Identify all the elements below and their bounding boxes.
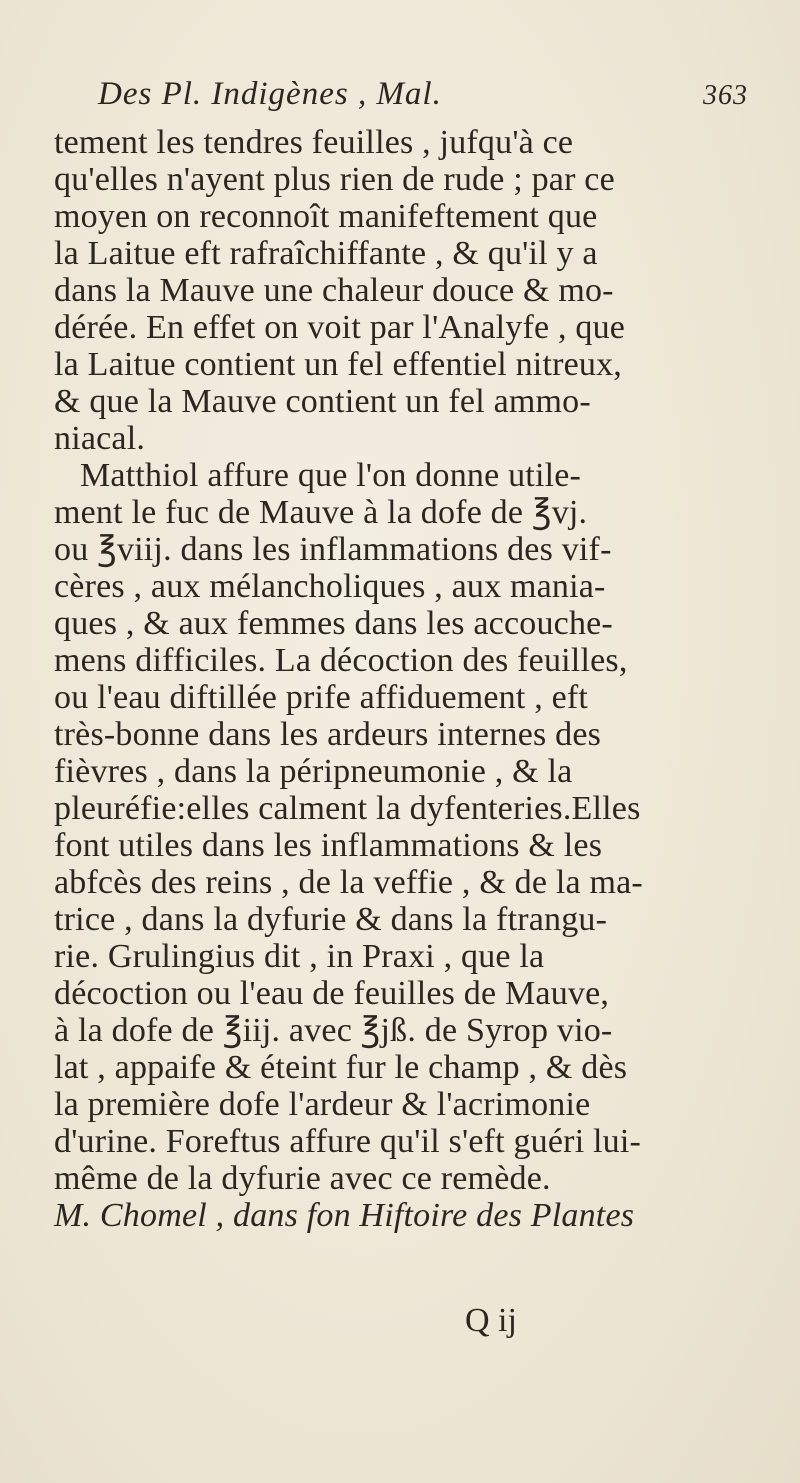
text-line: lat , appaife & éteint fur le champ , & dès bbox=[54, 1049, 628, 1086]
text-line: ment le fuc de Mauve à la dofe de ℥vj. bbox=[54, 494, 588, 531]
body-text bbox=[54, 124, 744, 1234]
text-line: à la dofe de ℥iij. avec ℥jß. de Syrop vio- bbox=[54, 1012, 613, 1049]
text-line: fièvres , dans la péripneumonie , & la bbox=[54, 753, 573, 790]
page-number: 363 bbox=[703, 80, 748, 111]
text-line: M. Chomel , dans fon Hiftoire des Plantes bbox=[54, 1197, 635, 1234]
text-line: mens difficiles. La décoction des feuilles, bbox=[54, 642, 628, 679]
text-line: la première dofe l'ardeur & l'acrimonie bbox=[54, 1086, 591, 1123]
header-title: Des Pl. Indigènes , Mal. bbox=[98, 76, 442, 112]
text-line: très-bonne dans les ardeurs internes des bbox=[54, 716, 602, 753]
text-line: rie. Grulingius dit , in Praxi , que la bbox=[54, 938, 545, 975]
text-line: même de la dyfurie avec ce remède. bbox=[54, 1160, 551, 1197]
text-line: tement les tendres feuilles , jufqu'à ce bbox=[54, 124, 574, 161]
text-line: décoction ou l'eau de feuilles de Mauve, bbox=[54, 975, 610, 1012]
text-line: dérée. En effet on voit par l'Analyfe , que bbox=[54, 309, 626, 346]
text-line: d'urine. Foreftus affure qu'il s'eft guéri lui- bbox=[54, 1123, 642, 1160]
text-line: abfcès des reins , de la veffie , & de la ma- bbox=[54, 864, 643, 901]
text-line: cères , aux mélancholiques , aux mania- bbox=[54, 568, 606, 605]
text-line: qu'elles n'ayent plus rien de rude ; par ce bbox=[54, 161, 615, 198]
text-line: Matthiol affure que l'on donne utile- bbox=[80, 457, 582, 494]
text-line: niacal. bbox=[54, 420, 146, 457]
text-line: dans la Mauve une chaleur douce & mo- bbox=[54, 272, 614, 309]
text-line: font utiles dans les inflammations & les bbox=[54, 827, 603, 864]
running-header bbox=[98, 76, 748, 118]
text-line: ou ℥viij. dans les inflammations des vif- bbox=[54, 531, 612, 568]
text-line: la Laitue eft rafraîchiffante , & qu'il y a bbox=[54, 235, 598, 272]
text-line: trice , dans la dyfurie & dans la ftrangu- bbox=[54, 901, 608, 938]
text-line: ou l'eau diftillée prife affiduement , eft bbox=[54, 679, 589, 716]
text-line: moyen on reconnoît manifeftement que bbox=[54, 198, 598, 235]
text-line: ques , & aux femmes dans les accouche- bbox=[54, 605, 613, 642]
signature-mark: Q ij bbox=[465, 1302, 517, 1339]
text-line: la Laitue contient un fel effentiel nitreux, bbox=[54, 346, 623, 383]
text-line: pleuréfie:elles calment la dyfenteries.Elles bbox=[54, 790, 641, 827]
text-line: & que la Mauve contient un fel ammo- bbox=[54, 383, 591, 420]
